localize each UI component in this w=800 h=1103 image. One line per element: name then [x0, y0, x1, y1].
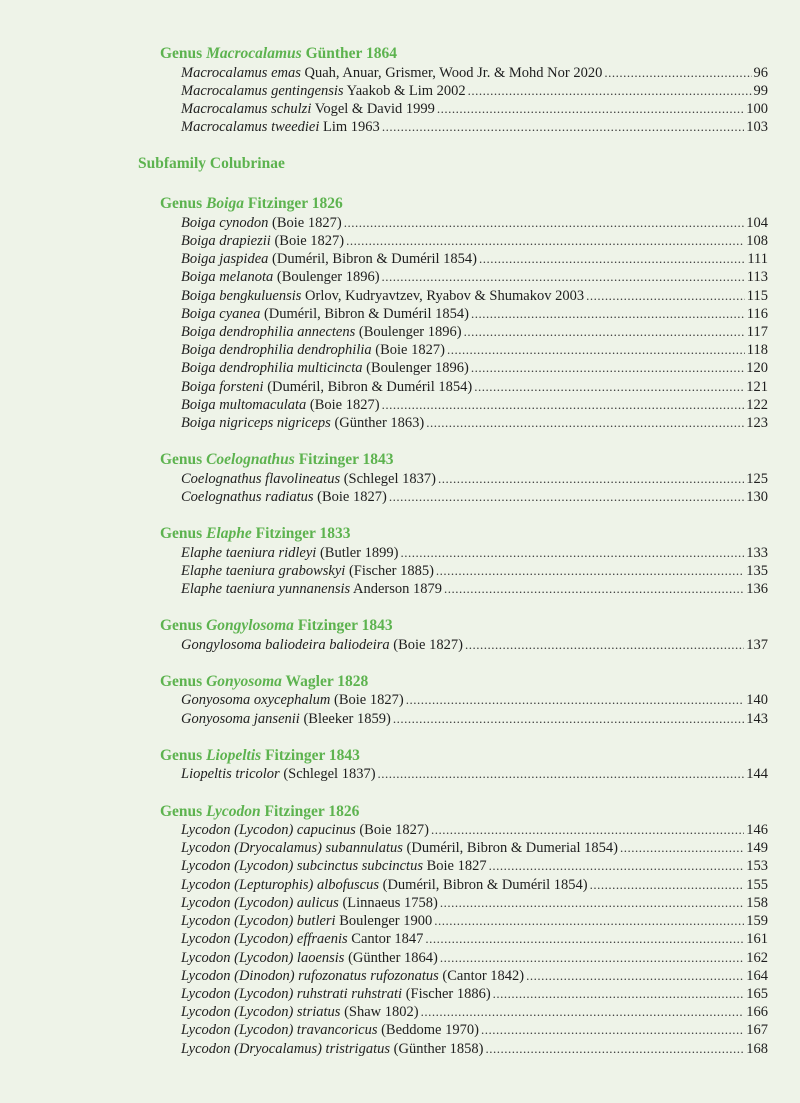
page-number: 123 [746, 415, 768, 432]
dot-leader [389, 488, 744, 506]
dot-leader [471, 305, 745, 323]
toc-entry[interactable] [181, 323, 768, 341]
genus-section [160, 451, 800, 506]
genus-author: Günther 1864 [305, 45, 397, 62]
toc-entry[interactable] [181, 912, 768, 930]
genus-name: Coelognathus [206, 451, 295, 469]
dot-leader [346, 232, 744, 250]
species-authority: (Boulenger 1896) [358, 324, 462, 341]
species-scientific-name: Boiga cyanea [181, 305, 261, 322]
species-scientific-name: Lycodon (Lycodon) striatus [181, 1004, 341, 1021]
toc-entry[interactable] [181, 305, 768, 323]
species-name [181, 214, 342, 232]
species-scientific-name: Lycodon (Lycodon) aulicus [181, 894, 339, 911]
dot-leader [471, 359, 744, 377]
page-number: 164 [746, 967, 768, 984]
species-authority: (Duméril, Bibron & Duméril 1854) [272, 251, 478, 268]
species-authority: (Boie 1827) [359, 822, 430, 839]
species-name [181, 100, 435, 118]
toc-entry[interactable] [181, 691, 768, 709]
species-scientific-name: Boiga forsteni [181, 378, 264, 395]
toc-entry[interactable] [181, 414, 768, 432]
dot-leader [400, 544, 744, 562]
dot-leader [437, 100, 744, 118]
species-authority: (Bleeker 1859) [303, 710, 391, 727]
species-name [181, 839, 618, 857]
species-name [181, 323, 462, 341]
species-name [181, 268, 380, 286]
dot-leader [474, 378, 744, 396]
dot-leader [468, 82, 752, 100]
toc-entry[interactable] [181, 396, 768, 414]
species-authority: (Boie 1827) [334, 692, 404, 709]
toc-entry[interactable] [181, 636, 768, 654]
toc-entry[interactable] [181, 949, 768, 967]
species-authority: (Boulenger 1896) [366, 360, 469, 377]
toc-entry[interactable] [181, 214, 768, 232]
page-number: 167 [746, 1022, 768, 1039]
table-of-contents [0, 45, 800, 1077]
genus-name: Liopeltis [206, 746, 262, 764]
species-name [181, 232, 344, 250]
species-authority: (Boie 1827) [272, 214, 342, 231]
genus-prefix: Genus [160, 746, 203, 764]
genus-prefix: Genus [160, 802, 203, 820]
toc-entry[interactable] [181, 488, 768, 506]
species-name [181, 821, 429, 839]
page-number: 120 [746, 360, 768, 377]
dot-leader [620, 839, 744, 857]
species-authority: Lim 1963 [323, 119, 380, 136]
genus-name: Boiga [206, 195, 244, 213]
genus-heading [160, 803, 800, 822]
species-name [181, 396, 380, 414]
page-number: 166 [746, 1004, 768, 1021]
genus-heading [160, 451, 800, 470]
page-number: 135 [746, 562, 768, 579]
page-number: 153 [746, 858, 768, 875]
page-number: 96 [753, 64, 768, 81]
genus-prefix: Genus [160, 617, 203, 635]
dot-leader [426, 414, 744, 432]
species-scientific-name: Boiga dendrophilia dendrophilia [181, 342, 372, 359]
species-name [181, 359, 469, 377]
genus-section [160, 525, 800, 598]
species-authority: (Boie 1827) [317, 488, 387, 505]
dot-leader [382, 118, 744, 136]
species-authority: Anderson 1879 [352, 581, 442, 598]
species-scientific-name: Boiga dendrophilia multicincta [181, 360, 363, 377]
species-authority: (Schlegel 1837) [343, 470, 436, 487]
species-authority: (Günther 1863) [334, 415, 425, 432]
toc-entry[interactable] [181, 580, 768, 598]
species-scientific-name: Lycodon (Dryocalamus) subannulatus [181, 840, 403, 857]
toc-entry[interactable] [181, 378, 768, 396]
toc-entry[interactable] [181, 232, 768, 250]
species-scientific-name: Gonyosoma oxycephalum [181, 692, 331, 709]
species-authority: (Fischer 1886) [405, 985, 491, 1002]
toc-entry[interactable] [181, 876, 768, 894]
genus-prefix: Genus [160, 45, 203, 62]
dot-leader [526, 967, 744, 985]
toc-entry[interactable] [181, 894, 768, 912]
genus-author: Fitzinger 1843 [298, 451, 394, 469]
genus-prefix: Genus [160, 525, 203, 543]
species-authority: (Beddome 1970) [381, 1022, 479, 1039]
genus-heading [160, 525, 800, 544]
toc-entry[interactable] [181, 1040, 768, 1058]
genus-name: Gongylosoma [206, 617, 294, 635]
page-number: 130 [746, 488, 768, 505]
species-name [181, 691, 404, 709]
species-scientific-name: Lycodon (Dinodon) rufozonatus rufozonatus [181, 967, 439, 984]
genus-author: Fitzinger 1843 [297, 617, 393, 635]
page-number: 168 [746, 1040, 768, 1057]
species-name [181, 580, 442, 598]
species-scientific-name: Lycodon (Lycodon) ruhstrati ruhstrati [181, 985, 403, 1002]
toc-entry[interactable] [181, 287, 768, 305]
dot-leader [406, 691, 745, 709]
page-number: 155 [746, 876, 768, 893]
species-authority: (Duméril, Bibron & Duméril 1854) [382, 876, 588, 893]
toc-entry[interactable] [181, 930, 768, 948]
species-scientific-name: Boiga nigriceps nigriceps [181, 415, 331, 432]
species-scientific-name: Boiga dendrophilia annectens [181, 324, 356, 341]
species-scientific-name: Boiga jaspidea [181, 251, 269, 268]
dot-leader [489, 857, 745, 875]
genus-author: Fitzinger 1826 [264, 802, 360, 820]
species-scientific-name: Liopeltis tricolor [181, 766, 280, 783]
genus-section [160, 747, 800, 784]
toc-entry[interactable] [181, 1021, 768, 1039]
dot-leader [425, 930, 744, 948]
species-name [181, 710, 391, 728]
species-name [181, 1040, 483, 1058]
page-number: 144 [746, 766, 768, 783]
species-scientific-name: Boiga drapiezii [181, 233, 271, 250]
species-scientific-name: Gonyosoma jansenii [181, 710, 300, 727]
toc-entry[interactable] [181, 985, 768, 1003]
species-authority: Vogel & David 1999 [314, 100, 435, 117]
species-scientific-name: Lycodon (Lycodon) butleri [181, 913, 336, 930]
species-authority: (Duméril, Bibron & Duméril 1854) [267, 378, 473, 395]
page-number: 162 [746, 949, 768, 966]
species-name [181, 949, 438, 967]
species-name [181, 765, 376, 783]
species-authority: Boie 1827 [426, 858, 487, 875]
species-name [181, 341, 445, 359]
species-authority: (Duméril, Bibron & Duméril 1854) [263, 305, 469, 322]
species-name [181, 470, 436, 488]
genus-author: Fitzinger 1843 [265, 746, 360, 764]
species-name [181, 82, 466, 100]
species-scientific-name: Boiga bengkuluensis [181, 287, 302, 304]
page-number: 159 [746, 913, 768, 930]
genus-section [160, 45, 800, 136]
species-authority: (Butler 1899) [319, 544, 399, 561]
page-number: 158 [746, 894, 768, 911]
species-scientific-name: Lycodon (Lepturophis) albofuscus [181, 876, 379, 893]
toc-entry[interactable] [181, 250, 768, 268]
species-authority: (Linnaeus 1758) [342, 894, 438, 911]
genus-prefix: Genus [160, 672, 203, 690]
species-authority: (Boie 1827) [393, 636, 463, 653]
page-number: 99 [753, 82, 768, 99]
species-authority: Cantor 1847 [351, 931, 424, 948]
dot-leader [440, 949, 744, 967]
genus-section [160, 803, 800, 1058]
species-name [181, 562, 434, 580]
species-scientific-name: Elaphe taeniura grabowskyi [181, 562, 346, 579]
genus-name: Macrocalamus [206, 45, 302, 62]
toc-entry[interactable] [181, 857, 768, 875]
dot-leader [586, 287, 745, 305]
toc-entry[interactable] [181, 341, 768, 359]
page-number: 140 [746, 692, 768, 709]
species-name [181, 414, 424, 432]
species-authority: (Boie 1827) [375, 342, 445, 359]
dot-leader [344, 214, 745, 232]
dot-leader [464, 323, 745, 341]
species-name [181, 305, 469, 323]
page-number: 108 [746, 233, 768, 250]
dot-leader [436, 562, 744, 580]
genus-author: Fitzinger 1833 [255, 525, 351, 543]
species-name [181, 967, 524, 985]
page-number: 118 [746, 342, 768, 359]
page-number: 103 [746, 119, 768, 136]
species-scientific-name: Coelognathus flavolineatus [181, 470, 341, 487]
page-number: 115 [746, 287, 768, 304]
dot-leader [431, 821, 744, 839]
species-authority: (Cantor 1842) [442, 967, 525, 984]
species-authority: (Shaw 1802) [344, 1004, 419, 1021]
dot-leader [604, 64, 751, 82]
page-number: 149 [746, 840, 768, 857]
genus-name: Gonyosoma [206, 672, 282, 690]
species-authority: Quah, Anuar, Grismer, Wood Jr. & Mohd Nor 2020 [304, 64, 603, 81]
species-scientific-name: Lycodon (Lycodon) subcinctus subcinctus [181, 858, 423, 875]
species-scientific-name: Gongylosoma baliodeira baliodeira [181, 636, 390, 653]
species-scientific-name: Lycodon (Lycodon) laoensis [181, 949, 345, 966]
dot-leader [493, 985, 745, 1003]
species-name [181, 985, 491, 1003]
species-authority: (Duméril, Bibron & Dumerial 1854) [406, 840, 618, 857]
dot-leader [434, 912, 744, 930]
species-name [181, 287, 584, 305]
species-authority: (Boie 1827) [274, 233, 345, 250]
species-name [181, 894, 438, 912]
toc-entry[interactable] [181, 710, 768, 728]
dot-leader [421, 1003, 745, 1021]
species-authority: (Günther 1864) [348, 949, 438, 966]
species-name [181, 636, 463, 654]
species-name [181, 1003, 419, 1021]
species-authority: Yaakob & Lim 2002 [346, 82, 466, 99]
page-number: 143 [746, 710, 768, 727]
species-scientific-name: Lycodon (Lycodon) effraenis [181, 931, 348, 948]
species-authority: Boulenger 1900 [339, 913, 433, 930]
toc-entry[interactable] [181, 268, 768, 286]
toc-entry[interactable] [181, 100, 768, 118]
species-name [181, 1021, 479, 1039]
species-authority: (Boulenger 1896) [276, 269, 380, 286]
toc-entry[interactable] [181, 967, 768, 985]
genus-author: Fitzinger 1826 [247, 195, 343, 213]
species-scientific-name: Coelognathus radiatus [181, 488, 314, 505]
page-number: 133 [746, 544, 768, 561]
dot-leader [479, 250, 745, 268]
page-number: 137 [746, 636, 768, 653]
toc-entry[interactable] [181, 470, 768, 488]
page-number: 121 [746, 378, 768, 395]
page-number: 116 [746, 305, 768, 322]
genus-prefix: Genus [160, 451, 203, 469]
species-name [181, 488, 387, 506]
genus-heading [160, 45, 800, 64]
genus-name: Lycodon [206, 802, 261, 820]
toc-entry[interactable] [181, 562, 768, 580]
species-scientific-name: Lycodon (Dryocalamus) tristrigatus [181, 1040, 391, 1057]
species-name [181, 544, 398, 562]
species-scientific-name: Boiga cynodon [181, 214, 269, 231]
dot-leader [447, 341, 745, 359]
species-scientific-name: Boiga melanota [181, 269, 274, 286]
dot-leader [440, 894, 744, 912]
species-scientific-name: Elaphe taeniura yunnanensis [181, 581, 351, 598]
toc-entry[interactable] [181, 64, 768, 82]
species-authority: (Schlegel 1837) [283, 766, 376, 783]
page-number: 146 [746, 822, 768, 839]
toc-entry[interactable] [181, 1003, 768, 1021]
dot-leader [590, 876, 745, 894]
species-scientific-name: Elaphe taeniura ridleyi [181, 544, 317, 561]
species-authority: (Boie 1827) [309, 396, 380, 413]
species-name [181, 912, 432, 930]
genus-section [160, 195, 800, 432]
toc-entry[interactable] [181, 821, 768, 839]
toc-entry[interactable] [181, 765, 768, 783]
species-scientific-name: Lycodon (Lycodon) capucinus [181, 822, 356, 839]
species-authority: (Günther 1858) [393, 1040, 484, 1057]
genus-heading [160, 747, 800, 766]
genus-heading [160, 617, 800, 636]
genus-prefix: Genus [160, 195, 203, 213]
dot-leader [382, 396, 745, 414]
species-name [181, 378, 472, 396]
species-scientific-name: Macrocalamus tweediei [181, 119, 320, 136]
page-number: 100 [746, 100, 768, 117]
dot-leader [481, 1021, 744, 1039]
dot-leader [485, 1040, 744, 1058]
genus-author: Wagler 1828 [285, 672, 369, 690]
species-name [181, 876, 588, 894]
dot-leader [444, 580, 744, 598]
dot-leader [378, 765, 745, 783]
subfamily-heading: Subfamily Colubrinae [138, 155, 285, 173]
page-number: 117 [746, 324, 768, 341]
species-authority: (Fischer 1885) [348, 562, 434, 579]
dot-leader [382, 268, 745, 286]
toc-entry[interactable] [181, 359, 768, 377]
dot-leader [438, 470, 744, 488]
species-scientific-name: Macrocalamus schulzi [181, 100, 312, 117]
toc-entry[interactable] [181, 839, 768, 857]
page-number: 122 [746, 396, 768, 413]
genus-section [160, 673, 800, 728]
genus-name: Elaphe [206, 525, 252, 543]
species-scientific-name: Macrocalamus emas [181, 64, 301, 81]
page-number: 125 [746, 470, 768, 487]
species-scientific-name: Lycodon (Lycodon) travancoricus [181, 1022, 378, 1039]
toc-entry[interactable] [181, 82, 768, 100]
species-name [181, 857, 487, 875]
genus-heading [160, 195, 800, 214]
page-number: 111 [747, 251, 768, 268]
page-number: 104 [746, 214, 768, 231]
species-scientific-name: Macrocalamus gentingensis [181, 82, 344, 99]
dot-leader [393, 710, 744, 728]
page-number: 113 [746, 269, 768, 286]
species-name [181, 64, 602, 82]
page-number: 165 [746, 985, 768, 1002]
species-name [181, 930, 423, 948]
page-number: 161 [746, 931, 768, 948]
page-number: 136 [746, 581, 768, 598]
species-name [181, 250, 477, 268]
genus-section [160, 617, 800, 654]
dot-leader [465, 636, 744, 654]
species-authority: Orlov, Kudryavtzev, Ryabov & Shumakov 2003 [305, 287, 585, 304]
toc-entry[interactable] [181, 118, 768, 136]
toc-entry[interactable] [181, 544, 768, 562]
genus-heading [160, 673, 800, 692]
species-name [181, 118, 380, 136]
species-scientific-name: Boiga multomaculata [181, 396, 307, 413]
